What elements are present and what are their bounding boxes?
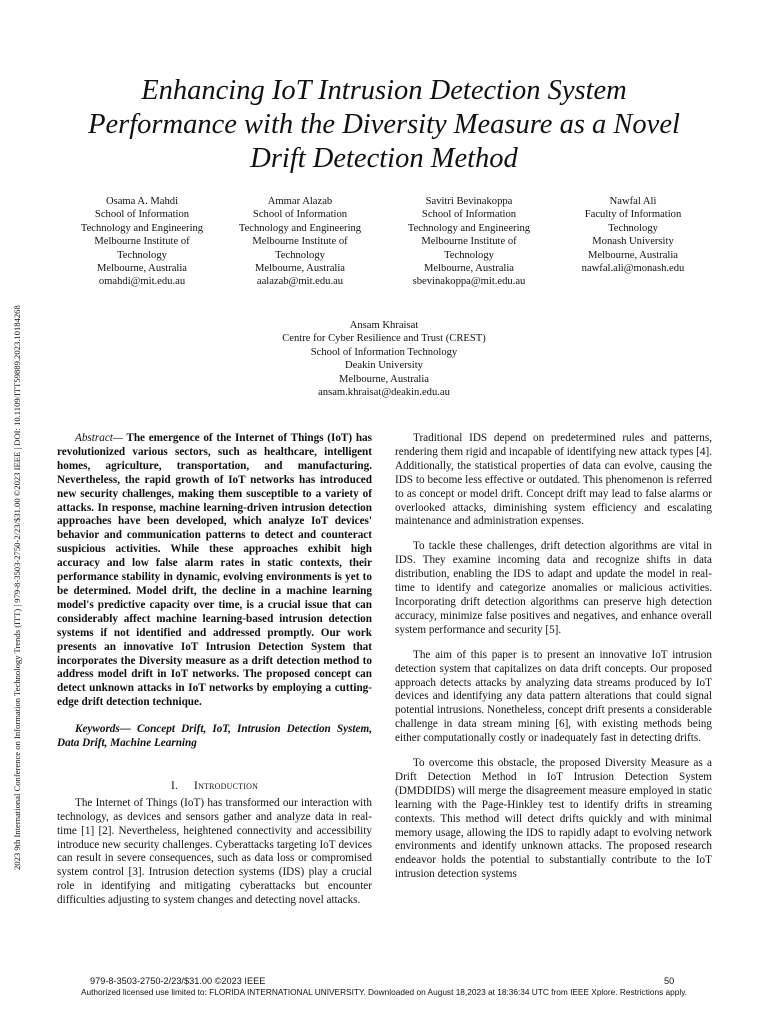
- author-location: Melbourne, Australia: [423, 263, 515, 275]
- author-affiliation: Technology and Engineering: [80, 222, 204, 234]
- author-block-1: [54, 195, 230, 289]
- author-affiliation: School of Information Technology: [310, 346, 458, 358]
- left-column: [57, 432, 372, 908]
- paragraph-1: The Internet of Things (IoT) has transformed our interaction with technology, as devices and sensors gather and analyze data in real-time [1] [2]. Nevertheless, heightened connectivity and accessibility introduce new security challenges. Cyberattacks targeting IoT devices can result in severe consequences, such as data loss or compromised system control [3]. Intrusion detection systems (IDS) play a crucial role in identifying and mitigating cyberattacks but encounter difficulties adjusting to system changes and detecting novel attacks.: [57, 796, 372, 907]
- keywords-label: Keywords—: [75, 723, 131, 736]
- copyright-line: 979-8-3503-2750-2/23/$31.00 ©2023 IEEE: [90, 976, 266, 986]
- author-affiliation: Melbourne Institute of: [252, 236, 348, 248]
- author-name: Osama A. Mahdi: [105, 196, 179, 207]
- author-affiliation: School of Information: [94, 209, 190, 221]
- author-affiliation: Technology and Engineering: [407, 222, 531, 234]
- author-affiliation: Technology and Engineering: [238, 222, 362, 234]
- abstract-text: The emergence of the Internet of Things (IoT) has revolutionized various sectors, such as healthcare, intelligent homes, agriculture, transportation, and manufacturing. Nevertheless, the rapid growth of IoT networks has introduced new security challenges, making them susceptible to a variety of attacks. In response, machine learning-driven intrusion detection approaches have been developed, which analyze IoT devices' behavior and communication patterns to detect and counteract suspicious activities. While these approaches exhibit high accuracy and low false alarm rates in static contexts, their performance stability in dynamic, evolving environments is yet to be determined. Model drift, the decline in a machine learning model's predictive capacity over time, is a crucial issue that can considerably affect machine learning-based intrusion detection systems if not identified and addressed promptly. Our work presents an innovative IoT Intrusion Detection System that incorporates the Diversity measure as a drift detection method to address model drift in IoT networks. The proposed concept can detect unknown attacks in IoT networks by employing a cutting-edge drift detection technique.: [57, 432, 372, 709]
- author-block-2: [212, 195, 388, 289]
- author-affiliation: Deakin University: [345, 360, 423, 372]
- author-affiliation: Technology: [608, 222, 658, 234]
- author-affiliation: School of Information: [252, 209, 348, 221]
- title-line-3: Drift Detection Method: [250, 143, 518, 174]
- author-affiliation: Technology: [275, 249, 325, 261]
- paragraph-3: To tackle these challenges, drift detection algorithms are vital in IDS. They examine incoming data and recognize shifts in data distribution, enabling the IDS to adapt and update the model in real-time to identify and categorize anomalies or malicious activities. Incorporating drift detection algorithms can preserve high detection accuracy, minimize false positives and negatives, and enhance overall system performance and security [5].: [395, 540, 712, 636]
- author-affiliation: Faculty of Information: [584, 209, 682, 221]
- author-name: Ammar Alazab: [267, 196, 333, 207]
- author-block-5: [230, 319, 538, 399]
- author-name: Ansam Khraisat: [349, 320, 419, 331]
- section-title: Introduction: [194, 779, 259, 792]
- paragraph-2: Traditional IDS depend on predetermined rules and patterns, rendering them rigid and incapable of identifying new attack types [4]. Additionally, the statistical properties of data can evolve, causing the IDS to become less effective or outdated. This phenomenon is referred to as concept or model drift. Concept drift may lead to false alarms or overlooked attacks, diminishing system efficiency and escalating maintenance and administration expenses.: [395, 432, 712, 528]
- author-email[interactable]: nawfal.ali@monash.edu: [581, 263, 685, 275]
- author-email[interactable]: aalazab@mit.edu.au: [256, 276, 344, 288]
- author-name: Nawfal Ali: [609, 196, 657, 207]
- author-block-4: [545, 195, 721, 275]
- paragraph-5: To overcome this obstacle, the proposed Diversity Measure as a Drift Detection Method in IoT Intrusion Detection System (DMDDIDS) will merge the disagreement measure employed in static learning with the Page-Hinkley test to identify drifts in streaming contexts. This method will detect drifts quickly and with minimal memory usage, allowing the IDS to rapidly adapt to evolving network environments and identify unknown attacks. The proposed research endeavor holds the potential to substantially contribute to the IoT intrusion detection systems: [395, 757, 712, 881]
- author-affiliation: Melbourne Institute of: [421, 236, 517, 248]
- author-affiliation: Centre for Cyber Resilience and Trust (CREST): [282, 333, 486, 345]
- section-number: I.: [170, 779, 179, 792]
- paper-title: [40, 74, 728, 176]
- author-email[interactable]: ansam.khraisat@deakin.edu.au: [318, 387, 450, 399]
- right-column: [395, 432, 712, 882]
- author-email[interactable]: sbevinakoppa@mit.edu.au: [412, 276, 526, 288]
- author-location: Melbourne, Australia: [338, 373, 430, 385]
- license-notice: Authorized licensed use limited to: FLORIDA INTERNATIONAL UNIVERSITY. Downloaded on August 18,2023 at 18:36:34 UTC from IEEE Xplore. Restrictions apply.: [80, 987, 688, 997]
- author-affiliation: Monash University: [592, 236, 674, 248]
- section-heading-introduction: [57, 780, 372, 794]
- author-location: Melbourne, Australia: [587, 249, 679, 261]
- abstract: [57, 432, 372, 710]
- doi-sidebar-text: 2023 9th International Conference on Information Technology Trends (ITT) | 979-8-3503-2750-2/23/$31.00 ©2023 IEEE | DOI: 10.1109/ITT59889.2023.10184268: [12, 305, 22, 870]
- keywords-text: Concept Drift, IoT, Intrusion Detection System, Data Drift, Machine Learning: [57, 723, 372, 750]
- paragraph-4: The aim of this paper is to present an innovative IoT intrusion detection system that capitalizes on data drift concepts. Our proposed approach detects attacks by analyzing data streams produced by IoT devices and identifying any data pattern alterations that could signal potential intrusions. Nonetheless, concept drift presents a considerable challenge in data stream mining [6], with existing methods being either computationally costly or inadequately fast in detecting drifts.: [395, 648, 712, 745]
- keywords: [57, 723, 372, 751]
- title-line-1: Enhancing IoT Intrusion Detection System: [141, 75, 627, 106]
- author-email[interactable]: omahdi@mit.edu.au: [98, 276, 186, 288]
- author-location: Melbourne, Australia: [254, 263, 346, 275]
- author-name: Savitri Bevinakoppa: [425, 196, 513, 207]
- author-location: Melbourne, Australia: [96, 263, 188, 275]
- author-affiliation: School of Information: [421, 209, 517, 221]
- author-affiliation: Melbourne Institute of: [94, 236, 190, 248]
- author-affiliation: Technology: [117, 249, 167, 261]
- title-line-2: Performance with the Diversity Measure as a Novel: [88, 109, 680, 140]
- author-block-3: [381, 195, 557, 289]
- page-number: 50: [664, 976, 675, 986]
- abstract-label: Abstract—: [75, 432, 123, 444]
- doi-sidebar: [12, 170, 32, 870]
- author-affiliation: Technology: [444, 249, 494, 261]
